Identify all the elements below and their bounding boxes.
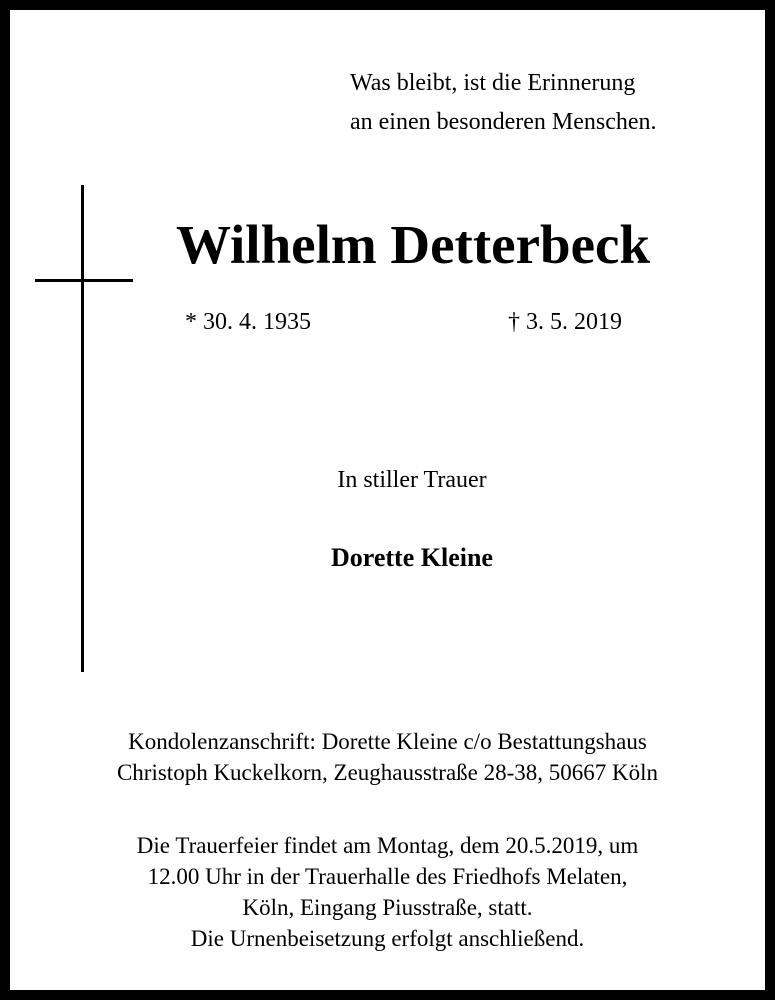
birth-date: * 30. 4. 1935 — [185, 309, 311, 335]
deceased-name: Wilhelm Detterbeck — [176, 214, 650, 275]
quote-line-1: Was bleibt, ist die Erinnerung — [350, 70, 636, 96]
ceremony-line-2: 12.00 Uhr in der Trauerhalle des Friedhofs Melaten, — [147, 864, 628, 889]
ceremony-details — [20, 830, 755, 954]
condolence-line-1: Kondolenzanschrift: Dorette Kleine c/o Bestattungshaus — [128, 729, 647, 754]
ceremony-line-3: Köln, Eingang Piusstraße, statt. — [242, 895, 533, 920]
cross-icon-vertical-bar — [81, 185, 84, 672]
mourning-intro: In stiller Trauer — [337, 467, 487, 493]
mourner-name: Dorette Kleine — [331, 543, 493, 572]
cross-icon-horizontal-bar — [35, 279, 133, 282]
memorial-quote — [350, 64, 657, 142]
ceremony-line-4: Die Urnenbeisetzung erfolgt anschließend. — [190, 926, 585, 951]
condolence-address — [20, 726, 755, 788]
quote-line-2: an einen besonderen Menschen. — [350, 109, 657, 135]
ceremony-line-1: Die Trauerfeier findet am Montag, dem 20.5.2019, um — [136, 833, 639, 858]
death-date: † 3. 5. 2019 — [508, 309, 622, 335]
condolence-line-2: Christoph Kuckelkorn, Zeughausstraße 28-38, 50667 Köln — [116, 760, 659, 785]
